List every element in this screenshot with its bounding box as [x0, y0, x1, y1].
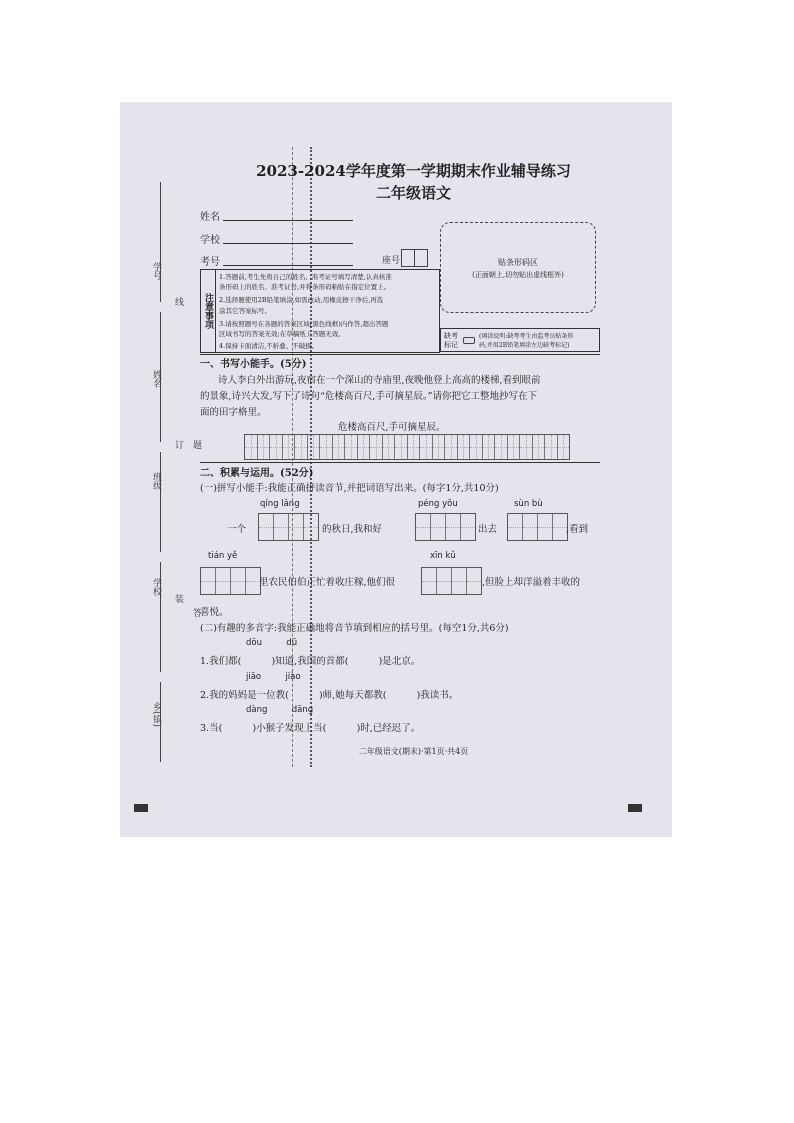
fill-text: 的秋日,我和好	[322, 524, 383, 535]
seal-char: 答	[191, 608, 201, 617]
seat-no-box[interactable]	[401, 249, 415, 267]
notice-line: 1.答题前,考生先将自己的姓名、准考证号填写清楚,认真核准	[219, 273, 392, 281]
notice-header: 注意事项	[201, 270, 216, 352]
exam-sheet	[120, 102, 672, 837]
fill-text: ,但脸上却洋溢着丰收的	[482, 577, 581, 588]
seat-no-label: 座号	[382, 256, 401, 266]
section-1-text: 的景象,诗兴大发,写下了诗句“危楼高百尺,手可摘星辰。”请你把它工整地抄写在下	[200, 391, 538, 402]
absent-note: 码,并用2B铅笔填涂左边缺考标记)	[479, 342, 570, 349]
page-subtitle: 二年级语文	[375, 184, 451, 202]
margin-underline	[160, 312, 161, 442]
exam-no-field[interactable]	[223, 265, 353, 266]
seal-char: 线	[173, 297, 183, 306]
barcode-title: 贴条形码区	[498, 258, 538, 267]
part-1-heading: (一)拼写小能手:我能正确拼读音节,并把词语写出来。(每字1分,共10分)	[200, 483, 499, 494]
registration-mark	[134, 804, 148, 812]
registration-mark	[628, 804, 642, 812]
school-field[interactable]	[223, 243, 353, 244]
question-2: 2.我的妈妈是一位教( )师,她每天都教( )我读书。	[200, 690, 459, 701]
question-3: 3.当( )小猴子发现上当( )时,已经迟了。	[200, 723, 421, 734]
page-title: 2023-2024学年度第一学期期末作业辅导练习	[256, 162, 571, 180]
pinyin: tián yě	[208, 551, 238, 561]
fill-text: 喜悦。	[200, 607, 229, 618]
margin-label-student-id: 学号	[151, 262, 161, 280]
section-1-heading: 一、书写小能手。(5分)	[200, 359, 307, 370]
margin-underline	[160, 452, 161, 552]
answer-box-pengyou[interactable]	[415, 513, 476, 541]
fill-text: ,看到	[566, 524, 589, 535]
pinyin: qíng lǎng	[260, 499, 300, 509]
fill-text: 出去	[478, 524, 498, 535]
absent-checkbox[interactable]	[463, 337, 475, 344]
school-label: 学校	[200, 235, 220, 246]
section-2-heading: 二、积累与运用。(52分)	[200, 468, 314, 479]
poem-line: 危楼高百尺,手可摘星辰。	[338, 422, 446, 433]
part-2-heading: (二)有趣的多音字:我能正确地将音节填到相应的括号里。(每空1分,共6分)	[200, 623, 509, 634]
margin-label-town: 乡(镇)	[151, 702, 161, 728]
notice-line: 条形码上的姓名、准考证号,并将条形码粘贴在指定位置上。	[219, 283, 391, 291]
answer-box-xinku[interactable]	[421, 567, 482, 595]
absent-note: (填涂说明:缺考考生由监考员贴条形	[479, 333, 574, 340]
answer-box-tianye[interactable]	[200, 567, 261, 595]
barcode-note: (正面朝上,切勿贴出虚线框外)	[472, 271, 564, 279]
notice-line: 4.保持卡面清洁,不折叠、不破损。	[219, 342, 319, 350]
seal-char: 订	[173, 440, 183, 449]
notice-box	[200, 269, 440, 353]
margin-label-name: 姓名	[151, 370, 161, 388]
name-label: 姓名	[200, 212, 220, 223]
absent-label: 缺考	[444, 332, 458, 340]
name-field[interactable]	[223, 220, 353, 221]
answer-box-qinglang[interactable]	[258, 513, 319, 541]
notice-line: 区域书写的答案无效;在草稿纸上答题无效。	[219, 330, 345, 338]
absent-label: 标记	[444, 341, 458, 349]
divider	[200, 462, 600, 463]
margin-label-class: 班级	[151, 472, 161, 490]
absent-mark-box	[440, 328, 600, 352]
pinyin: dàng dāng	[246, 705, 314, 715]
pinyin: dōu dū	[246, 638, 298, 648]
fill-text: 里农民伯伯正忙着收庄稼,他们很	[259, 577, 396, 588]
notice-line: 3.请按照题号在各题的答案区域(黑色线框)内作答,超出答题	[219, 320, 389, 328]
pinyin: jiāo jiào	[246, 672, 301, 682]
exam-no-label: 考号	[200, 257, 220, 268]
seal-char: 题	[191, 440, 201, 449]
notice-line: 2.选择题使用2B铅笔填涂,如需改动,用橡皮擦干净后,再选	[219, 296, 384, 304]
section-1-text: 诗人李白外出游玩,夜宿在一个深山的寺庙里,夜晚他登上高高的楼梯,看到眼前	[218, 375, 541, 386]
margin-label-school: 学校	[151, 578, 161, 596]
pinyin: péng yǒu	[418, 499, 458, 509]
fill-text: 一个	[227, 524, 247, 535]
answer-box-sunbu[interactable]	[507, 513, 568, 541]
writing-grid[interactable]	[244, 434, 570, 460]
question-1: 1.我们都( )知道,我国的首都( )是北京。	[200, 656, 421, 667]
section-1-text: 面的田字格里。	[200, 407, 267, 418]
pinyin: xīn kǔ	[430, 551, 456, 561]
seat-no-box[interactable]	[414, 249, 428, 267]
seal-char: 装	[173, 594, 183, 603]
pinyin: sùn bù	[514, 499, 543, 509]
page-footer: 二年级语文(期末)·第1页·共4页	[358, 747, 469, 756]
barcode-area	[440, 222, 596, 313]
margin-underline	[160, 562, 161, 672]
notice-line: 涂其它答案标号。	[219, 307, 271, 315]
